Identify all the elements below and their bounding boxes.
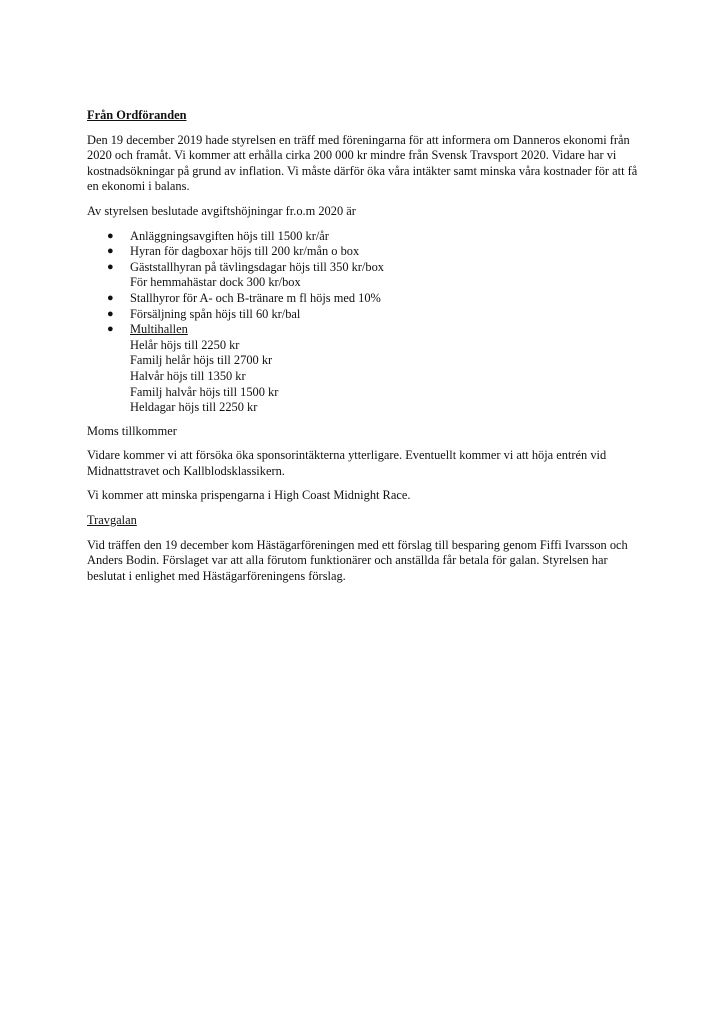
list-item-text: Multihallen [130,322,188,337]
bullet-icon: ● [107,245,114,258]
list-item-subline: Familj halvår höjs till 1500 kr [130,384,279,399]
paragraph-sponsors: Vidare kommer vi att försöka öka sponsorintäkterna ytterligare. Eventuellt kommer vi att höja entrén vid Midnattstravet och Kallblodsklassikern. [87,448,607,478]
list-item-subline: Familj helår höjs till 2700 kr [130,353,273,368]
list-item-subline: Heldagar höjs till 2250 kr [130,400,258,415]
bullet-icon: ● [107,291,114,304]
list-item-text: Anläggningsavgiften höjs till 1500 kr/år [130,228,329,243]
paragraph-prize-money: Vi kommer att minska prispengarna i High Coast Midnight Race. [87,488,411,503]
bullet-icon: ● [107,307,114,320]
list-item-text: Hyran för dagboxar höjs till 200 kr/mån o box [130,244,360,259]
list-item [87,229,647,245]
section-heading-travgalan: Travgalan [87,513,137,528]
bullet-icon: ● [107,323,114,336]
paragraph-economy: Den 19 december 2019 hade styrelsen en träff med föreningarna för att informera om Danneros ekonomi från 2020 och framåt. Vi kommer att erhålla cirka 200 000 kr mindre från Svensk Travsport 2020. Vidare har vi kostnadsökningar på grund av inflation. Vi måste därför öka våra intäkter samt minska våra kostnader för att få en ekonomi i balans. [87,132,638,194]
document-heading: Från Ordföranden [87,108,187,122]
list-item-text: Gäststallhyran på tävlingsdagar höjs till 350 kr/box [130,259,384,274]
list-item [87,260,647,291]
list-item-subline: För hemmahästar dock 300 kr/box [130,275,301,290]
list-item [87,307,647,323]
list-item-text: Stallhyror för A- och B-tränare m fl höjs med 10% [130,290,381,305]
list-item [87,291,647,307]
list-item-subline: Halvår höjs till 1350 kr [130,368,246,383]
bullet-icon: ● [107,229,114,242]
paragraph-travgalan: Vid träffen den 19 december kom Hästägarföreningen med ett förslag till besparing genom Fiffi Ivarsson och Anders Bodin. Förslaget var att alla förutom funktionärer och anställda får betala för galan. Styrelsen har beslutat i enlighet med Hästägarföreningens förslag. [87,537,628,583]
bullet-icon: ● [107,260,114,273]
fee-list [87,229,647,416]
list-item-text: Försäljning spån höjs till 60 kr/bal [130,306,301,321]
vat-note: Moms tillkommer [87,423,177,438]
paragraph-intro: Av styrelsen beslutade avgiftshöjningar fr.o.m 2020 är [87,203,356,218]
list-item [87,322,647,416]
list-item-subline: Helår höjs till 2250 kr [130,337,240,352]
list-item [87,244,647,260]
document-page [87,108,647,593]
